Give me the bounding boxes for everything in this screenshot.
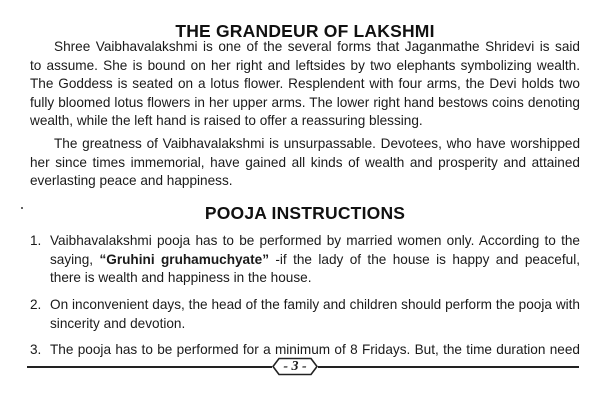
page-number-badge [272, 357, 318, 376]
text-line: there is wealth and happiness in the house. [50, 270, 312, 286]
print-speck [21, 207, 23, 209]
section-title-pooja-instructions: POOJA INSTRUCTIONS [204, 203, 406, 223]
footer-rule-left [27, 366, 272, 368]
text-line: sincerity and devotion. [50, 315, 186, 331]
list-item-number: 3. [30, 342, 42, 357]
section-title-grandeur: THE GRANDEUR OF LAKSHMI [175, 21, 435, 41]
text-line: On inconvenient days, the head of the family and children should perform the pooja with [50, 297, 580, 312]
text-line: her since times immemorial, have gained all kinds of wealth and prosperity and attained [30, 154, 580, 170]
paragraph-grandeur-2 [30, 135, 580, 191]
list-item-body [50, 296, 580, 333]
list-item-number: 2. [30, 297, 42, 312]
text-line: wealth, while the left hand is raised to offer a reassuring blessing. [30, 113, 423, 129]
text-line: The greatness of Vaibhavalakshmi is unsurpassable. Devotees, who have worshipped [54, 136, 580, 151]
text-line: Vaibhavalakshmi pooja has to be performed by married women only. According to the [50, 233, 580, 248]
text-line: Shree Vaibhavalakshmi is one of the several forms that Jaganmathe Shridevi is said [54, 39, 580, 54]
text-fragment: saying, [50, 251, 100, 267]
text-line: The Goddess is seated on a lotus flower. Resplendent with four arms, the Devi holds two [30, 76, 580, 92]
text-line: The pooja has to be performed for a minimum of 8 Fridays. But, the time duration need [50, 342, 580, 357]
text-line: fully bloomed lotus flowers in her upper arms. The lower right hand bestows coins denoting [30, 94, 580, 110]
paragraph-grandeur-1 [30, 38, 580, 131]
list-item-number: 1. [30, 233, 42, 248]
text-line [50, 251, 580, 270]
footer-rule-right [318, 366, 579, 368]
list-item-body [50, 232, 580, 288]
text-line: everlasting peace and happiness. [30, 173, 233, 189]
page-number: - 3 - [283, 359, 307, 374]
page-footer [27, 357, 579, 377]
text-line: to assume. She is bound on her right and leftsides by two elephants symbolizing wealth. [30, 57, 580, 73]
text-fragment: -if the lady of the house is happy and peaceful, [269, 251, 580, 267]
quoted-saying: “Gruhini gruhamuchyate” [99, 251, 269, 267]
